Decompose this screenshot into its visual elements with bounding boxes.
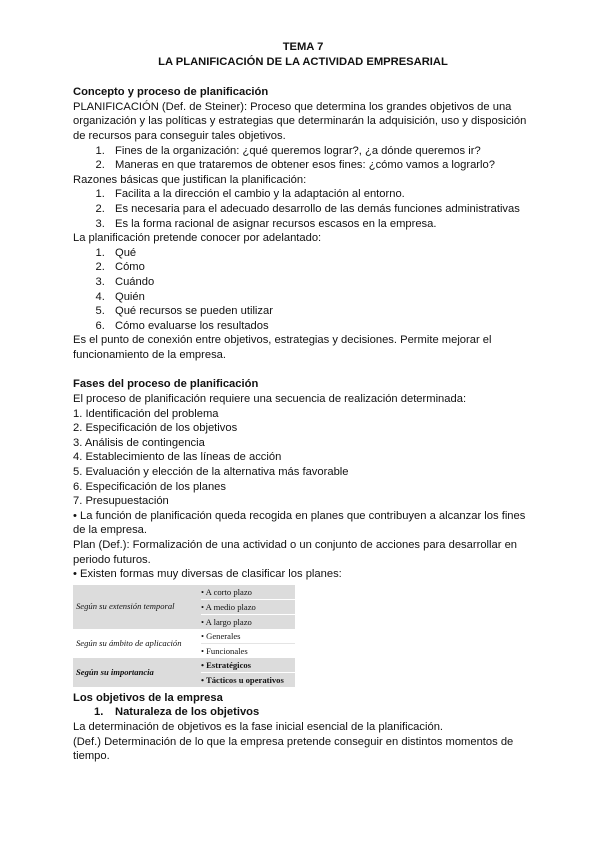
phase-item: 5. Evaluación y elección de la alternativa más favorable [73,466,349,479]
section-heading-objetivos: Los objetivos de la empresa [73,691,223,704]
table-item: • A largo plazo [201,614,295,629]
table-item: • Generales [201,630,241,641]
list-item: 2. Es necesaria para el adecuado desarrollo de las demás funciones administrativas [108,202,533,217]
bullet-paragraph: • Existen formas muy diversas de clasificar los planes: [73,568,342,581]
subsection-heading [73,705,533,720]
table-item: • Funcionales [201,643,295,658]
table-item: • Estratégicos [201,659,252,670]
list-item: 1. Facilita a la dirección el cambio y la adaptación al entorno. [108,187,533,202]
fases-intro: El proceso de planificación requiere una secuencia de realización determinada: [73,393,467,406]
reasons-intro: Razones básicas que justifican la planificación: [73,173,307,186]
phase-item: 6. Especificación de los planes [73,480,226,493]
bullet-paragraph: • La función de planificación queda recogida en planes que contribuyen a alcanzar los fines de la empresa. [73,509,526,537]
list-item: 2. Cómo [108,260,533,275]
subsection-title: Naturaleza de los objetivos [115,706,260,719]
plans-classification-table [73,585,295,687]
list-item: 1. Qué [108,246,533,261]
section-heading-concepto: Concepto y proceso de planificación [73,86,269,99]
objetivos-paragraph: La determinación de objetivos es la fase inicial esencial de la planificación. [73,720,444,733]
phase-item: 4. Establecimiento de las líneas de acción [73,451,282,464]
table-row [73,629,295,658]
questions-list [73,144,533,173]
table-category: Según su ámbito de aplicación [76,637,182,648]
table-row [73,585,295,629]
document-title: LA PLANIFICACIÓN DE LA ACTIVIDAD EMPRESARIAL [158,55,448,68]
phase-item: 1. Identificación del problema [73,407,219,420]
tema-label: TEMA 7 [282,41,324,53]
list-item: 3. Cuándo [108,275,533,290]
table-item: • A corto plazo [201,586,252,597]
subsection-number: 1. [94,706,104,719]
definition-paragraph: PLANIFICACIÓN (Def. de Steiner): Proceso que determina los grandes objetivos de una organización y las políticas y estrategias que determinarán la adquisición, uso y disposición de recursos para conseguir tales objetivos. [73,100,527,142]
phase-item: 7. Presupuestación [73,495,169,508]
advance-intro: La planificación pretende conocer por adelantado: [73,232,322,245]
phase-item: 2. Especificación de los objetivos [73,422,238,435]
list-item: 1. Fines de la organización: ¿qué queremos lograr?, ¿a dónde queremos ir? [108,144,533,159]
reasons-list [73,187,533,231]
list-item: 6. Cómo evaluarse los resultados [108,319,533,334]
table-row [73,658,295,687]
closing-paragraph: Es el punto de conexión entre objetivos, estrategias y decisiones. Permite mejorar el funcionamiento de la empresa. [73,334,492,361]
list-item: 5. Qué recursos se pueden utilizar [108,304,533,319]
section-heading-fases: Fases del proceso de planificación [73,378,259,391]
list-item: 4. Quién [108,290,533,305]
objetivos-definition: (Def.) Determinación de lo que la empresa pretende conseguir en distintos momentos de tiempo. [73,735,514,763]
phase-item: 3. Análisis de contingencia [73,436,205,449]
list-item: 2. Maneras en que trataremos de obtener esos fines: ¿cómo vamos a lograrlo? [108,158,533,173]
advance-list [73,246,533,334]
table-category: Según su extensión temporal [76,601,175,612]
table-category: Según su importancia [76,666,154,677]
table-item: • A medio plazo [201,599,295,614]
table-item: • Tácticos u operativos [201,672,295,687]
plan-definition: Plan (Def.): Formalización de una actividad o un conjunto de acciones para desarrollar en periodo futuros. [73,539,518,566]
list-item: 3. Es la forma racional de asignar recursos escasos en la empresa. [108,217,533,232]
document-page [73,40,533,764]
